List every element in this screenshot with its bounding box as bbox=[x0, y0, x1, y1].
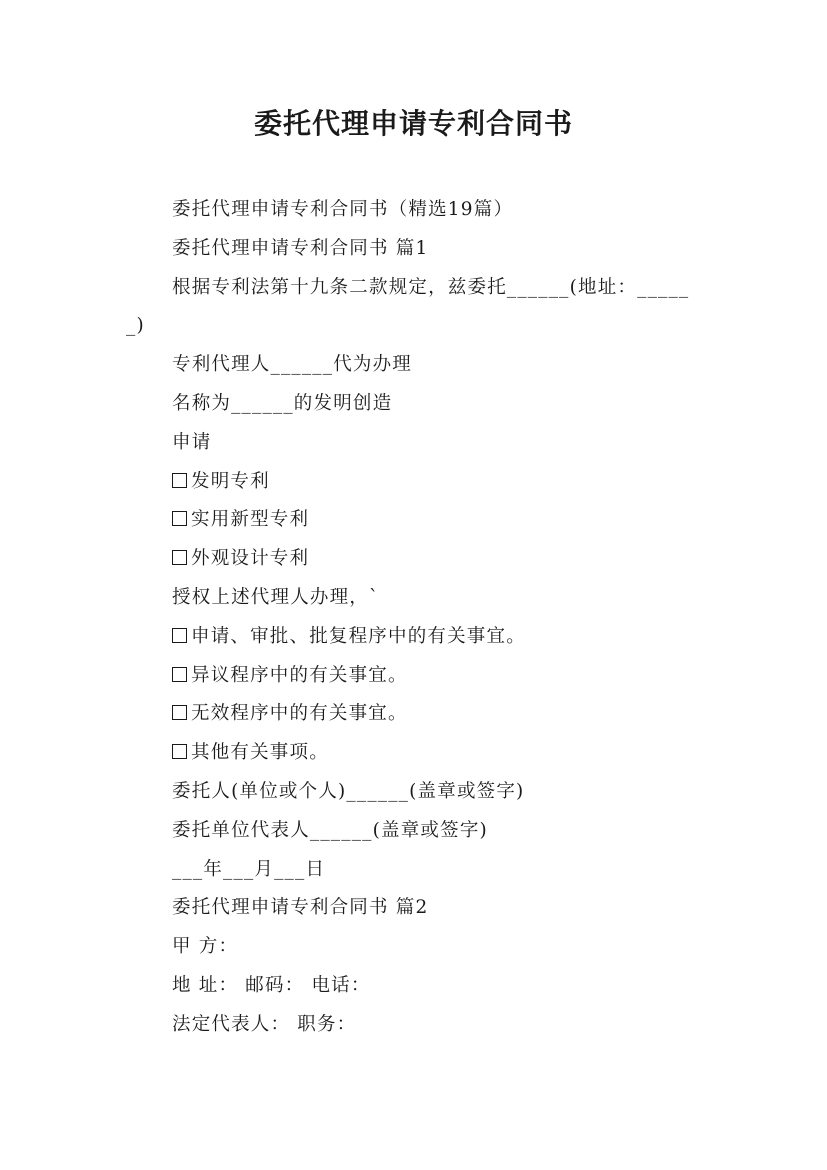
checkbox-item-design-patent bbox=[126, 540, 701, 579]
paragraph-legal-representative: 法定代表人： 职务： bbox=[172, 1013, 357, 1035]
checkbox-label: 实用新型专利 bbox=[191, 509, 310, 531]
checkbox-icon[interactable] bbox=[172, 550, 187, 565]
paragraph-section-heading-1: 委托代理申请专利合同书 篇1 bbox=[172, 237, 429, 259]
checkbox-icon[interactable] bbox=[172, 473, 187, 488]
document-title: 委托代理申请专利合同书 bbox=[253, 107, 573, 140]
paragraph-legal-basis: 根据专利法第十九条二款规定，兹委托______(地址：______) bbox=[126, 276, 690, 337]
checkbox-item-utility-model bbox=[126, 501, 701, 540]
paragraph-apply: 申请 bbox=[172, 431, 212, 453]
paragraph-section-heading-2: 委托代理申请专利合同书 篇2 bbox=[172, 897, 429, 919]
paragraph-date: ___年___月___日 bbox=[172, 858, 326, 880]
paragraph-agent: 专利代理人______代为办理 bbox=[172, 354, 413, 376]
document-body bbox=[126, 191, 701, 1045]
checkbox-label: 其他有关事项。 bbox=[191, 742, 329, 764]
checkbox-label: 无效程序中的有关事宜。 bbox=[191, 703, 408, 725]
checkbox-icon[interactable] bbox=[172, 511, 187, 526]
paragraph-subtitle: 委托代理申请专利合同书（精选19篇） bbox=[172, 199, 514, 220]
checkbox-item-invention-patent bbox=[126, 463, 701, 502]
paragraph-representative-signature: 委托单位代表人______(盖章或签字) bbox=[172, 819, 488, 841]
checkbox-label: 异议程序中的有关事宜。 bbox=[191, 664, 408, 686]
checkbox-label: 申请、审批、批复程序中的有关事宜。 bbox=[191, 625, 526, 647]
paragraph-principal-signature: 委托人(单位或个人)______(盖章或签字) bbox=[172, 780, 525, 802]
paragraph-address-line: 地 址： 邮码： 电话： bbox=[172, 974, 371, 996]
checkbox-icon[interactable] bbox=[172, 667, 187, 682]
paragraph-party-a: 甲 方： bbox=[172, 936, 239, 958]
paragraph-invention-name: 名称为______的发明创造 bbox=[172, 392, 393, 414]
checkbox-item-opposition-matters bbox=[126, 657, 701, 696]
paragraph-authorization: 授权上述代理人办理，` bbox=[172, 586, 380, 608]
checkbox-icon[interactable] bbox=[172, 628, 187, 643]
checkbox-icon[interactable] bbox=[172, 705, 187, 720]
checkbox-label: 发明专利 bbox=[191, 470, 270, 492]
checkbox-icon[interactable] bbox=[172, 744, 187, 759]
checkbox-label: 外观设计专利 bbox=[191, 548, 310, 570]
checkbox-item-application-matters bbox=[126, 618, 701, 657]
checkbox-item-invalidation-matters bbox=[126, 695, 701, 734]
checkbox-item-other-matters bbox=[126, 734, 701, 773]
